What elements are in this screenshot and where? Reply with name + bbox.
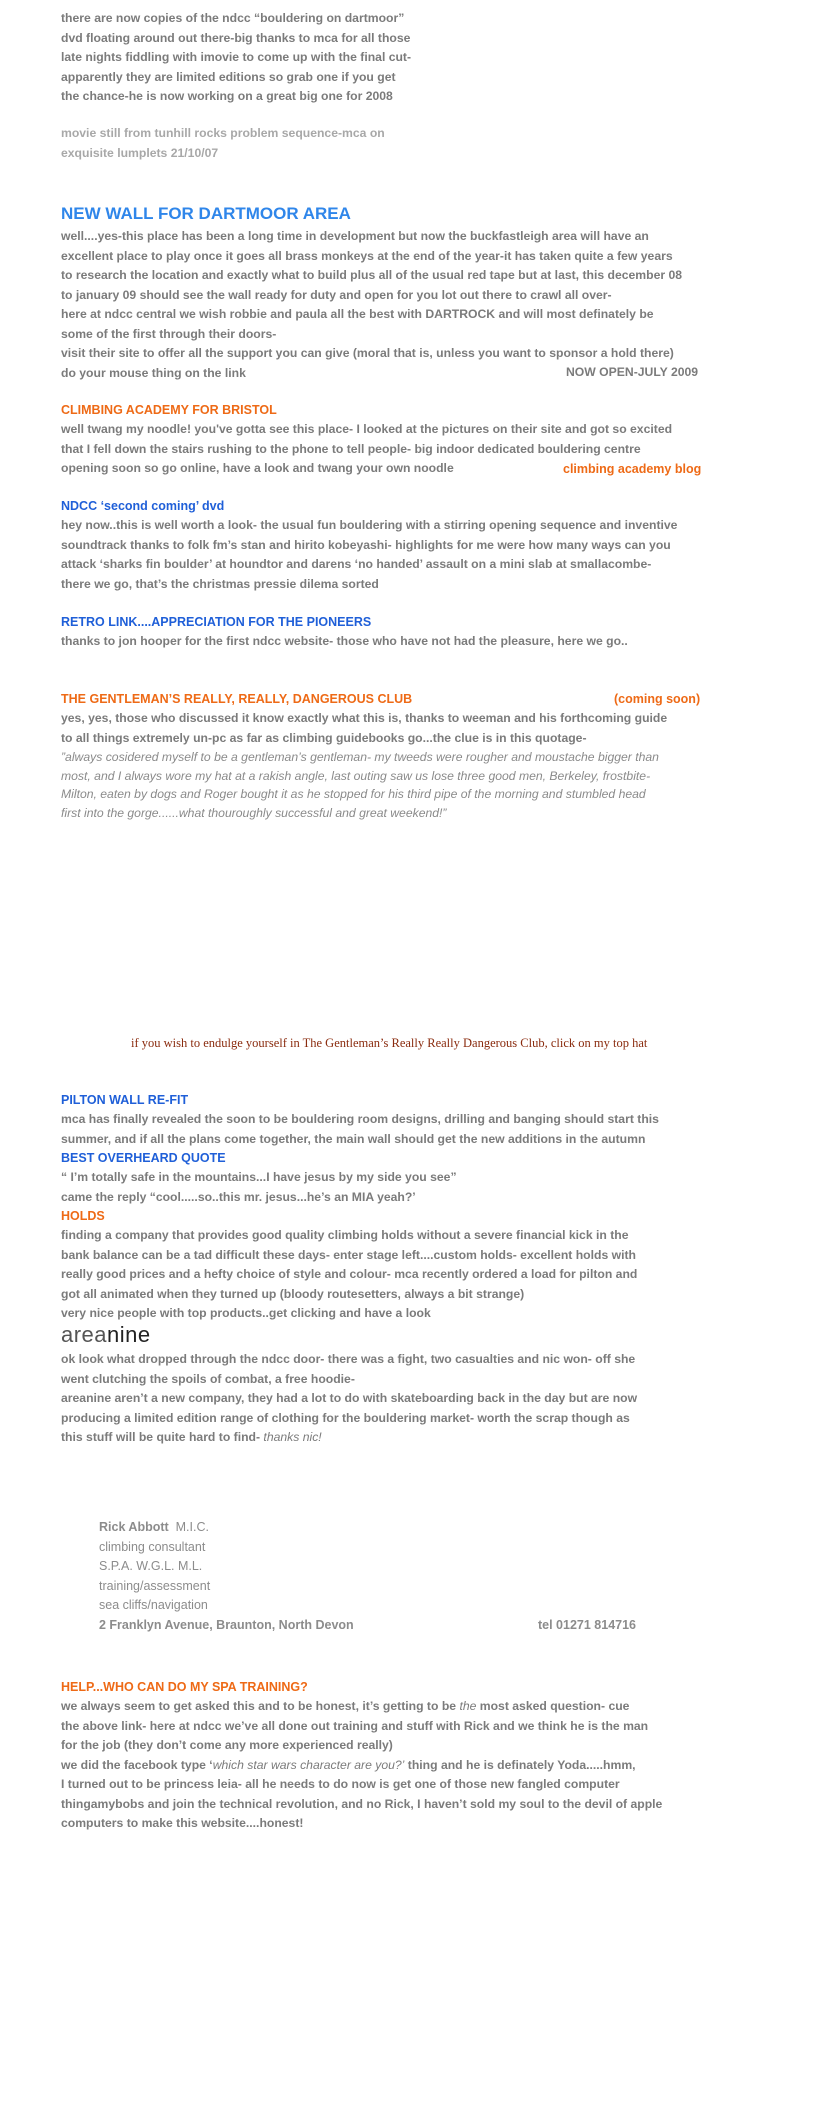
- gentlemans-quote-line: most, and I always wore my hat at a rakish angle, last outing saw us lose three good men, Berkeley, frostbite-: [61, 768, 651, 783]
- areanine-line: producing a limited edition range of clothing for the bouldering market- worth the scrap though as: [61, 1410, 630, 1425]
- gentlemans-line: to all things extremely un-pc as far as climbing guidebooks go...the clue is in this quotage-: [61, 730, 587, 745]
- spa-text: we always seem to get asked this and to be honest, it’s getting to be: [61, 1699, 460, 1713]
- contact-quals: M.I.C.: [175, 1520, 209, 1534]
- dartmoor-status: NOW OPEN-JULY 2009: [566, 365, 699, 379]
- spa-italic: the: [459, 1699, 477, 1713]
- academy-line: well twang my noodle! you've gotta see this place- I looked at the pictures on their site and got so excited: [61, 422, 673, 436]
- academy-heading: CLIMBING ACADEMY FOR BRISTOL: [61, 403, 277, 417]
- dartmoor-line: some of the first through their doors-: [61, 326, 277, 341]
- gentlemans-heading: THE GENTLEMAN’S REALLY, REALLY, DANGEROUS CLUB: [61, 692, 413, 706]
- dvd-intro-line: late nights fiddling with imovie to come up with the final cut-: [61, 50, 412, 64]
- spa-line: [61, 1756, 761, 1776]
- spa-body: [61, 1697, 761, 1834]
- dvd-intro-line: there are now copies of the ndcc “bouldering on dartmoor”: [61, 11, 405, 25]
- pilton-body: [61, 1110, 761, 1149]
- holds-line: bank balance can be a tad difficult these days- enter stage left....custom holds- excellent holds with: [61, 1247, 636, 1262]
- second-coming-line: soundtrack thanks to folk fm’s stan and hirito kobeyashi- highlights for me were how many ways can you: [61, 537, 671, 552]
- dartmoor-line: excellent place to play once it goes all brass monkeys at the end of the year-it has taken quite a few years: [61, 248, 673, 263]
- holds-body: [61, 1226, 761, 1324]
- spa-italic: which star wars character are you?’: [212, 1757, 405, 1772]
- movie-caption-line: movie still from tunhill rocks problem sequence-mca on: [61, 126, 385, 140]
- areanine-line: ok look what dropped through the ndcc door- there was a fight, two casualties and nic won- off she: [61, 1352, 636, 1366]
- second-coming-body: [61, 516, 761, 594]
- gentlemans-quote-line: first into the gorge......what thouroughly successful and great weekend!”: [61, 805, 447, 820]
- dartmoor-body: [61, 227, 761, 383]
- top-hat-invite-link[interactable]: if you wish to endulge yourself in The Gentleman’s Really Really Dangerous Club, click on my top hat: [131, 1036, 648, 1050]
- areanine-line: areanine aren’t a new company, they had a lot to do with skateboarding back in the day but are now: [61, 1391, 638, 1405]
- contact-address: 2 Franklyn Avenue, Braunton, North Devon: [99, 1617, 354, 1632]
- spa-heading: HELP...WHO CAN DO MY SPA TRAINING?: [61, 1680, 308, 1694]
- holds-heading: HOLDS: [61, 1209, 105, 1223]
- contact-name-line: [99, 1518, 799, 1538]
- movie-caption: [61, 124, 761, 163]
- second-coming-heading[interactable]: NDCC ‘second coming’ dvd: [61, 499, 225, 513]
- contact-tel: tel 01271 814716: [538, 1618, 637, 1632]
- areanine-logo-nine: nine: [107, 1322, 151, 1347]
- holds-line[interactable]: very nice people with top products..get clicking and have a look: [61, 1306, 431, 1320]
- thanks-nic: thanks nic!: [260, 1430, 322, 1444]
- dartmoor-line: well....yes-this place has been a long time in development but now the buckfastleigh area will have an: [61, 229, 649, 243]
- spa-line: for the job (they don’t come any more experienced really): [61, 1738, 393, 1752]
- spa-text: most asked question- cue: [476, 1699, 630, 1713]
- areanine-logo[interactable]: [61, 1322, 761, 1348]
- contact-quals-2: S.P.A. W.G.L. M.L.: [99, 1559, 203, 1573]
- pilton-heading: PILTON WALL RE-FIT: [61, 1093, 189, 1107]
- gentlemans-line: yes, yes, those who discussed it know exactly what this is, thanks to weeman and his forthcoming guide: [61, 711, 668, 725]
- contact-card: [99, 1518, 799, 1635]
- dvd-intro-line: apparently they are limited editions so grab one if you get: [61, 69, 396, 84]
- areanine-last-text: this stuff will be quite hard to find-: [61, 1430, 261, 1444]
- second-coming-line: attack ‘sharks fin boulder’ at houndtor and darens ‘no handed’ assault on a mini slab at smallacombe-: [61, 557, 652, 571]
- spa-line: the above link- here at ndcc we’ve all done out training and stuff with Rick and we think he is the man: [61, 1718, 649, 1733]
- dvd-intro: [61, 9, 761, 107]
- areanine-last-line: [61, 1428, 761, 1448]
- areanine-line: went clutching the spoils of combat, a free hoodie-: [61, 1371, 355, 1386]
- spa-text: we did the facebook type ‘: [61, 1757, 213, 1772]
- retro-line: thanks to jon hooper for the first ndcc website- those who have not had the pleasure, here we go..: [61, 634, 628, 648]
- academy-line: that I fell down the stairs rushing to the phone to tell people- big indoor dedicated bouldering centre: [61, 441, 641, 456]
- spa-line: [61, 1697, 761, 1717]
- contact-service: training/assessment: [99, 1578, 211, 1593]
- contact-role: climbing consultant: [99, 1539, 206, 1554]
- gentlemans-quote-line: ”always cosidered myself to be a gentleman’s gentleman- my tweeds were rougher and moustache bigger than: [61, 750, 659, 764]
- gentlemans-quote: [61, 748, 761, 822]
- overheard-line: “ I’m totally safe in the mountains...I have jesus by my side you see”: [61, 1170, 457, 1184]
- spa-line: thingamybobs and join the technical revolution, and no Rick, I haven’t sold my soul to the devil of apple: [61, 1796, 663, 1811]
- areanine-logo-area: area: [61, 1322, 108, 1347]
- dartmoor-heading: NEW WALL FOR DARTMOOR AREA: [61, 204, 351, 223]
- movie-caption-line: exquisite lumplets 21/10/07: [61, 145, 219, 160]
- dartmoor-line: visit their site to offer all the support you can give (moral that is, unless you want to sponsor a hold there): [61, 346, 674, 360]
- areanine-body: [61, 1350, 761, 1448]
- contact-service: sea cliffs/navigation: [99, 1598, 208, 1612]
- holds-line: finding a company that provides good quality climbing holds without a severe financial kick in the: [61, 1228, 629, 1242]
- overheard-line: came the reply “cool.....so..this mr. jesus...he’s an MIA yeah?’: [61, 1189, 416, 1204]
- academy-line: opening soon so go online, have a look and twang your own noodle: [61, 461, 454, 475]
- pilton-line: mca has finally revealed the soon to be bouldering room designs, drilling and banging should start this: [61, 1112, 659, 1126]
- dvd-intro-line: dvd floating around out there-big thanks to mca for all those: [61, 30, 411, 45]
- retro-heading[interactable]: RETRO LINK....APPRECIATION FOR THE PIONEERS: [61, 615, 372, 629]
- gentlemans-body: [61, 709, 761, 748]
- spa-line: I turned out to be princess leia- all he needs to do now is get one of those new fangled computer: [61, 1777, 620, 1791]
- gentlemans-quote-line: Milton, eaten by dogs and Roger bought it as he stopped for his third pipe of the morning and stumbled head: [61, 787, 646, 801]
- overheard-heading: BEST OVERHEARD QUOTE: [61, 1151, 226, 1165]
- pilton-line: summer, and if all the plans come together, the main wall should get the new additions in the autumn: [61, 1131, 646, 1146]
- holds-line: really good prices and a hefty choice of style and colour- mca recently ordered a load for pilton and: [61, 1267, 638, 1281]
- dartmoor-line: to january 09 should see the wall ready for duty and open for you lot out there to crawl all over-: [61, 287, 612, 302]
- dartmoor-line: to research the location and exactly what to build plus all of the usual red tape but at last, this december 08: [61, 268, 683, 282]
- academy-blog-link[interactable]: climbing academy blog: [563, 462, 702, 476]
- contact-name: Rick Abbott: [99, 1520, 169, 1534]
- dvd-intro-line: the chance-he is now working on a great big one for 2008: [61, 89, 393, 103]
- dartmoor-line: here at ndcc central we wish robbie and paula all the best with DARTROCK and will most definately be: [61, 307, 654, 321]
- overheard-body: [61, 1168, 761, 1207]
- coming-soon-tag: (coming soon): [614, 692, 701, 706]
- spa-line: computers to make this website....honest!: [61, 1816, 304, 1830]
- holds-line: got all animated when they turned up (bloody routesetters, always a bit strange): [61, 1286, 525, 1301]
- dartmoor-link-line[interactable]: do your mouse thing on the link: [61, 365, 246, 380]
- second-coming-line: hey now..this is well worth a look- the usual fun bouldering with a stirring opening sequence and inventive: [61, 518, 678, 532]
- retro-body: [61, 632, 761, 652]
- second-coming-line: there we go, that’s the christmas pressie dilema sorted: [61, 576, 379, 591]
- spa-text: thing and he is definately Yoda.....hmm,: [404, 1757, 636, 1772]
